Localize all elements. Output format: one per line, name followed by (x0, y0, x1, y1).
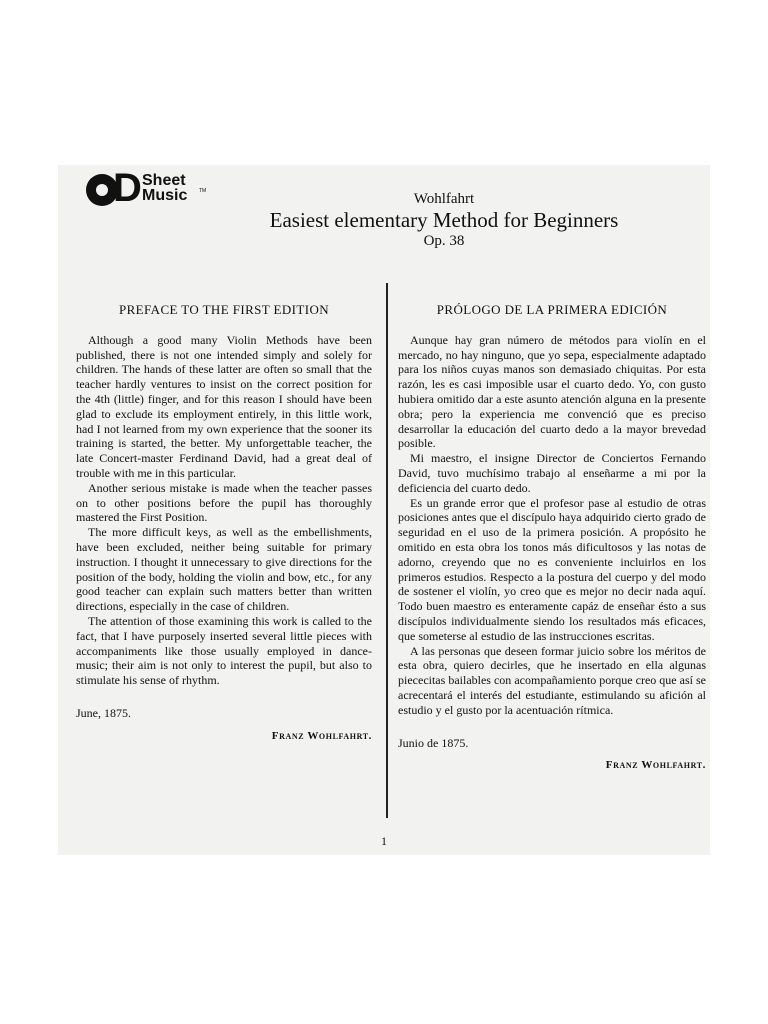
english-paragraph: Another serious mistake is made when the teacher passes on to other positions before the pupil has thoroughly mastered the First Position. (76, 480, 372, 525)
logo-trademark: TM (199, 188, 207, 194)
opus-number: Op. 38 (423, 233, 465, 249)
spanish-paragraph: A las personas que deseen formar juicio sobre los méritos de esta obra, quiero decirles, que he insertado en ella algunas piececitas bailables con acompañamiento porque creo que así se acrecentará el interés del estudiante, estimulando su afición al estudio y el gusto por la acentuación rítmica. (398, 643, 706, 717)
spanish-prologue-heading: PRÓLOGO DE LA PRIMERA EDICIÓN (436, 302, 668, 317)
logo-sheet-text: Sheet (142, 172, 186, 189)
spanish-paragraph: Mi maestro, el insigne Director de Conciertos Fernando David, tuvo muchísimo trabajo al enseñarme a mi por la deficiencia del cuarto dedo. (398, 451, 706, 495)
page-number: 1 (381, 834, 387, 848)
spanish-signature: Franz Wohlfahrt. (605, 759, 706, 772)
logo-d-letter: D (113, 166, 142, 210)
english-paragraph: The more difficult keys, as well as the embellishments, have been excluded, neither being suitable for primary instruction. I thought it unnecessary to give directions for the position of the body, holding the violin and bow, etc., for any good teacher can explain such matters better than written directions, especially in the case of children. (76, 525, 372, 614)
spanish-paragraph: Aunque hay gran número de métodos para violín en el mercado, no hay ninguno, que yo sepa, especialmente adaptado para los niños cuyas manos son demasiado chiquitas. Por esta razón, les es casi imposible usar el cuarto dedo. Yo, con gusto hubiera omitido dar a este asunto atención alguna en la presente obra; pero la experiencia me convenció que es preciso desarrollar la educación del cuarto dedo a la mayor brevedad posible. (398, 332, 706, 451)
logo-music-text: Music (142, 187, 188, 204)
english-preface-heading: PREFACE TO THE FIRST EDITION (118, 302, 330, 317)
document-header (58, 190, 710, 250)
composer-name: Wohlfahrt (413, 191, 475, 207)
english-preface-column (76, 303, 372, 744)
method-title: Easiest elementary Method for Beginners (269, 208, 619, 232)
column-divider (386, 283, 388, 818)
spanish-date: Junio de 1875. (398, 735, 469, 750)
english-signature: Franz Wohlfahrt. (271, 729, 372, 742)
spanish-paragraph: Es un grande error que el profesor pase al estudio de otras posiciones antes que el discípulo haya adquirido cierto grado de seguridad en el uso de la primera posición. A propósito he omitido en esta obra los tonos más dificultosos y las notas de adorno, creyendo que no es conveniente incluirlos en los primeros estudios. Respecto a la postura del cuerpo y del modo de sostener el violín, yo creo que es mejor no decir nada aquí. Todo buen maestro es enteramente capáz de enseñar ésto a sus discípulos individualmente siendo los resultados más eficaces, que someterse al estudio de las instrucciones escritas. (398, 495, 706, 643)
english-paragraph: The attention of those examining this work is called to the fact, that I have purposely inserted several little pieces with accompaniments like those usually employed in dance-music; their aim is not only to interest the pupil, but also to stimulate his sense of rhythm. (76, 613, 372, 688)
spanish-prologue-column (398, 303, 706, 773)
english-date: June, 1875. (76, 705, 131, 720)
english-paragraph: Although a good many Violin Methods have been published, there is not one intended simply and solely for children. The hands of these latter are often so small that the teacher hardly ventures to insist on the correct position for the 4th (little) finger, and for this reason I should have been glad to exclude its employment entirely, in this little work, had I not learned from my own experience that the sooner its training is started, the better. My unforgettable teacher, the late Concert-master Ferdinand David, had a great deal of trouble with me in this particular. (76, 332, 372, 480)
